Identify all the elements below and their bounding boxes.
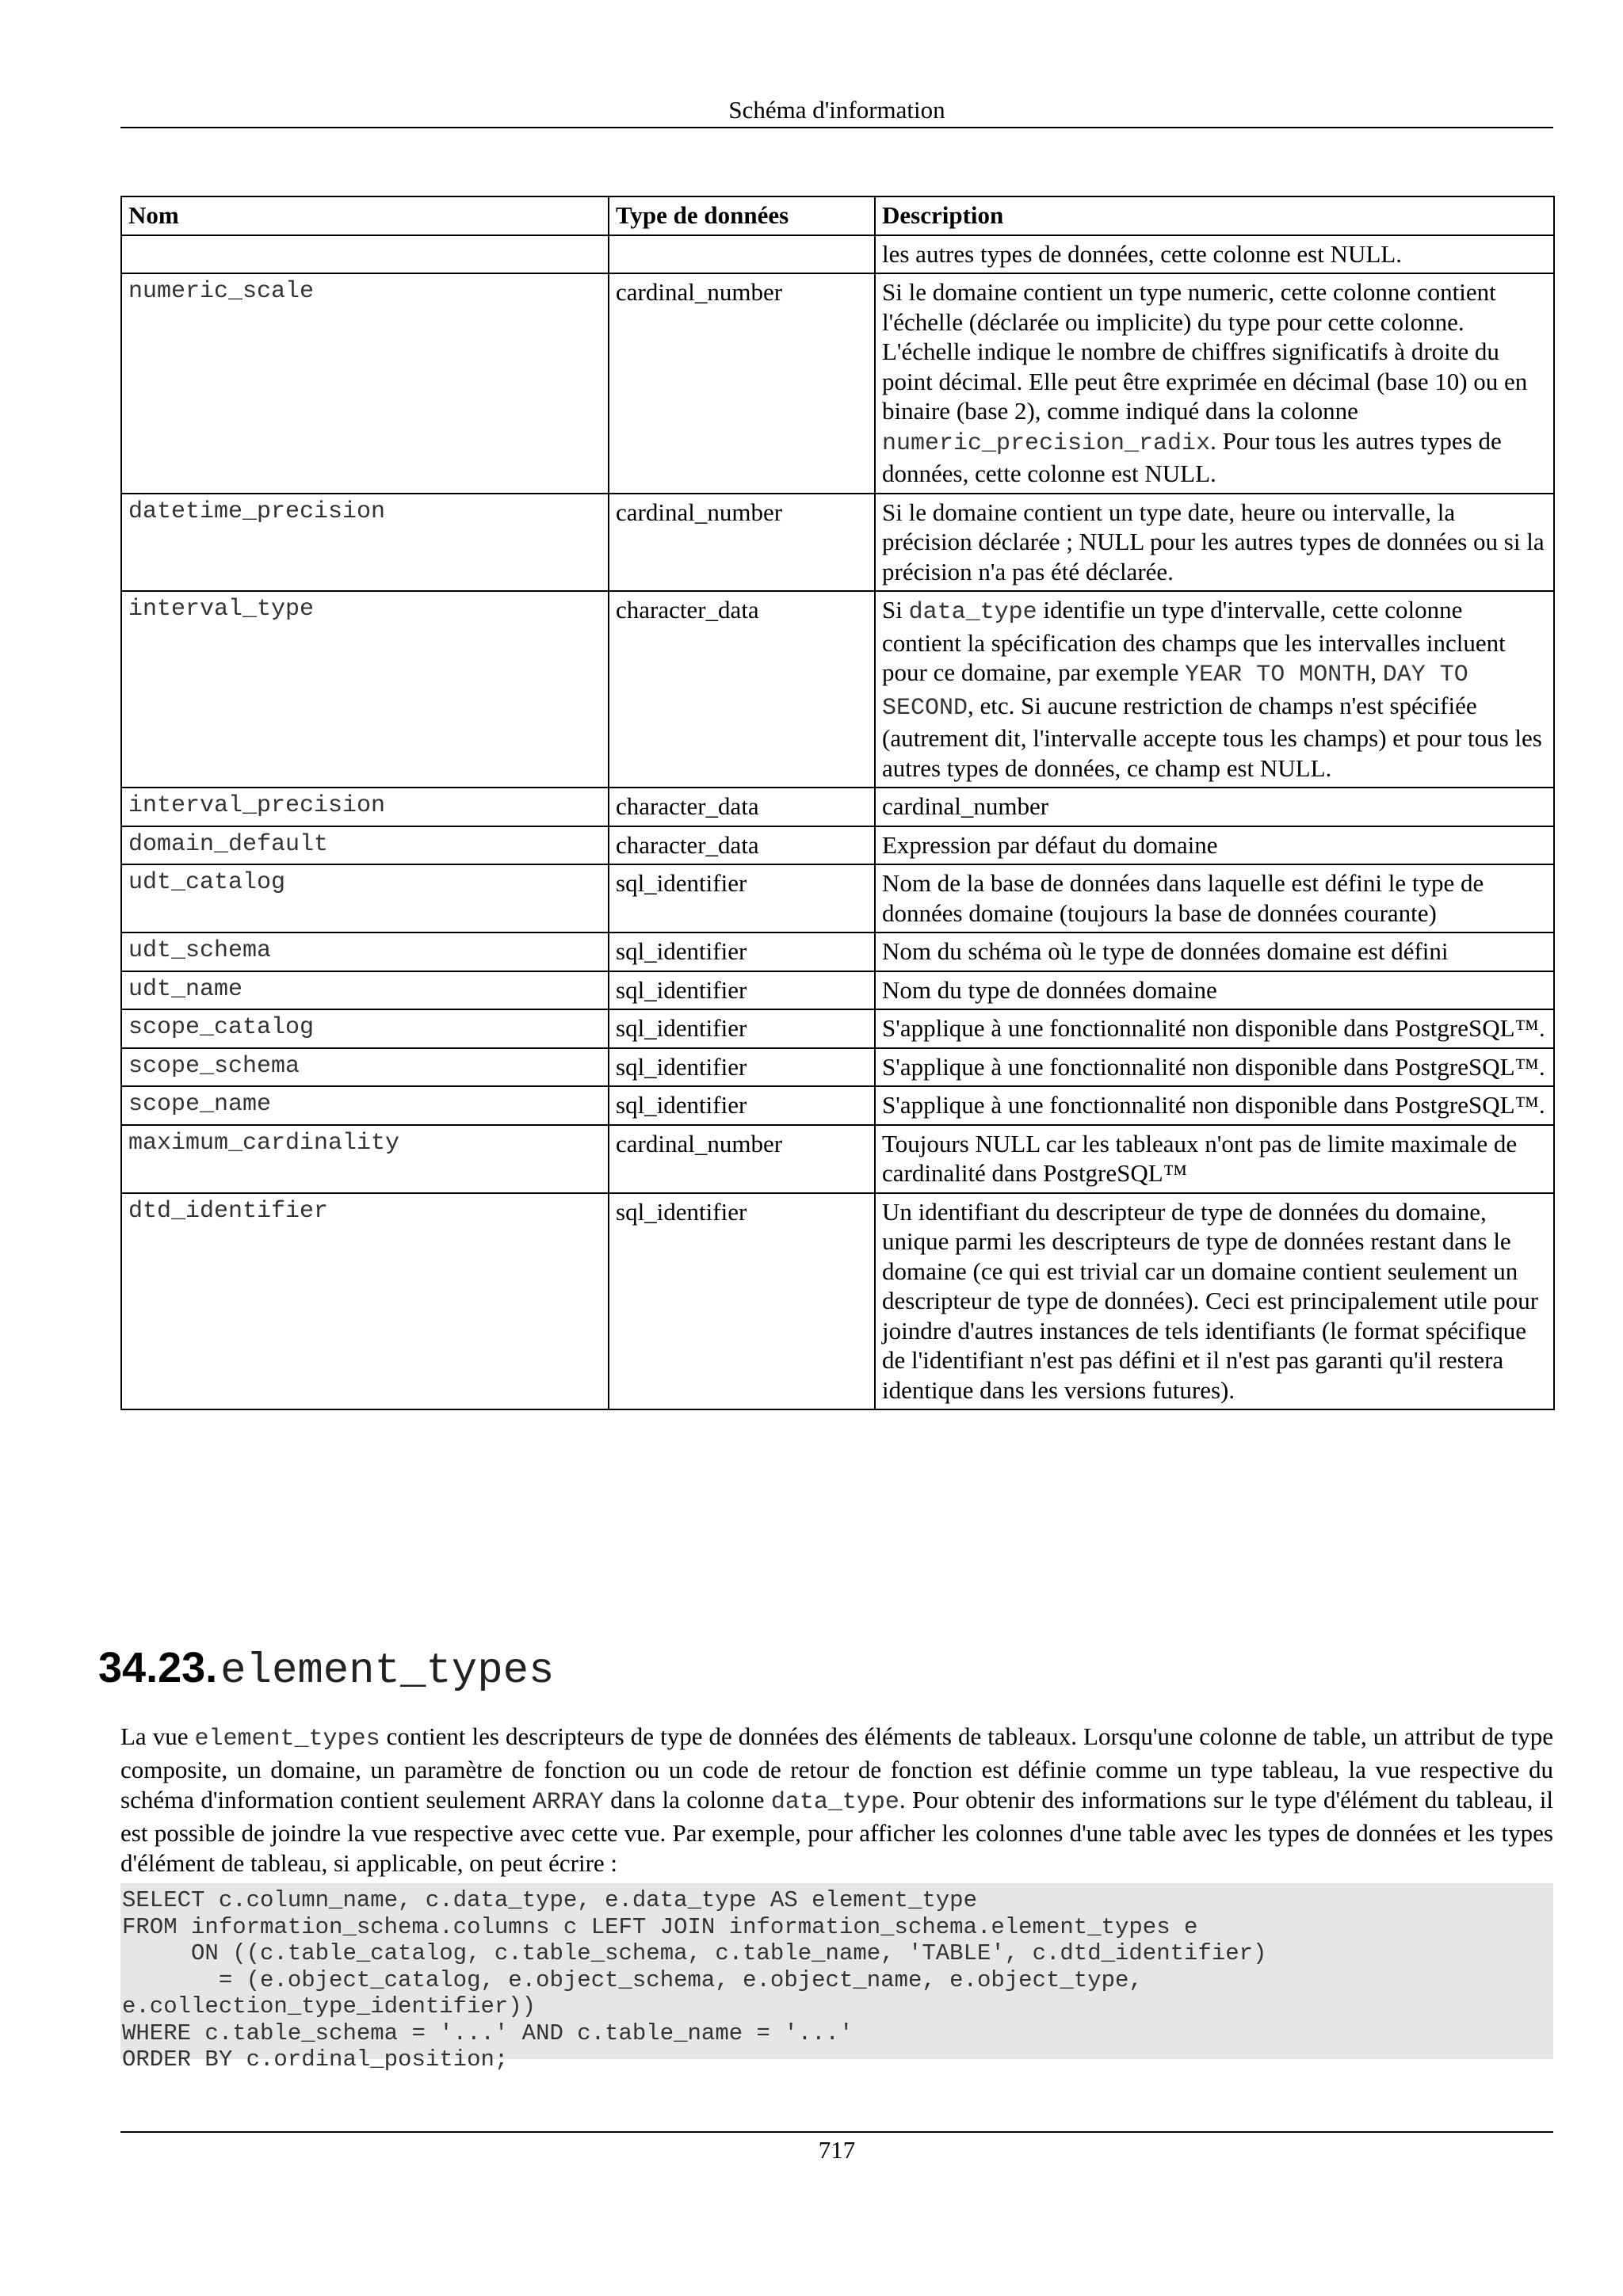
data-type-cell: cardinal_number	[609, 1125, 875, 1193]
text-run: Expression par défaut du domaine	[882, 830, 1218, 859]
column-name-cell: udt_name	[121, 971, 609, 1010]
text-run: S'applique à une fonctionnalité non disponible dans PostgreSQL™.	[882, 1052, 1545, 1081]
column-name-cell: udt_schema	[121, 933, 609, 971]
section-number: 34.23.	[98, 1644, 218, 1691]
inline-code: element_types	[194, 1726, 380, 1753]
text-run: S'applique à une fonctionnalité non disponible dans PostgreSQL™.	[882, 1014, 1545, 1042]
column-name-cell: udt_catalog	[121, 864, 609, 933]
table-row	[121, 1193, 1554, 1410]
column-name-cell: scope_name	[121, 1086, 609, 1125]
footer-rule	[120, 2131, 1553, 2133]
column-name-cell: domain_default	[121, 826, 609, 865]
text-run: S'applique à une fonctionnalité non disponible dans PostgreSQL™.	[882, 1091, 1545, 1119]
text-run: Nom du schéma où le type de données domaine est défini	[882, 937, 1449, 965]
text-run: cardinal_number	[882, 792, 1049, 820]
data-type-cell: sql_identifier	[609, 971, 875, 1010]
data-type-cell: sql_identifier	[609, 864, 875, 933]
column-name-cell: scope_schema	[121, 1048, 609, 1087]
text-run: identifie un type d'intervalle, cette colonne contient la spécification des champs que les intervalles incluent pour ce domaine, par exemple	[882, 596, 1506, 686]
inline-code: numeric_precision_radix	[882, 429, 1211, 457]
text-run: . Pour obtenir des informations sur le type d'élément du tableau, il est possible de joindre la vue respective avec cette vue. Par exemple, pour afficher les colonnes d'une table avec les types de données et les types d'élément de tableau, si applicable, on peut écrire :	[120, 1786, 1554, 1877]
column-name-cell: scope_catalog	[121, 1009, 609, 1048]
table-row	[121, 591, 1554, 788]
table-row	[121, 826, 1554, 865]
text-run: . Pour tous les autres types de données, cette colonne est NULL.	[882, 426, 1502, 487]
description-cell	[875, 864, 1554, 933]
section-title: element_types	[220, 1647, 555, 1695]
description-cell	[875, 788, 1554, 826]
description-cell	[875, 1193, 1554, 1410]
column-name-cell: interval_type	[121, 591, 609, 788]
description-cell	[875, 933, 1554, 971]
section-paragraph	[120, 1722, 1553, 1879]
table-row	[121, 1086, 1554, 1125]
running-header: Schéma d'information	[728, 96, 945, 124]
description-cell	[875, 591, 1554, 788]
text-run: Si	[882, 596, 909, 624]
inline-code: ARRAY	[532, 1789, 604, 1816]
description-cell	[875, 971, 1554, 1010]
table-row	[121, 1125, 1554, 1193]
header-rule	[120, 127, 1553, 128]
column-header-description: Description	[875, 196, 1554, 235]
description-cell	[875, 1086, 1554, 1125]
sql-code-block: SELECT c.column_name, c.data_type, e.data_type AS element_type FROM information_schema.columns c LEFT JOIN information_schema.element_types e ON ((c.table_catalog, c.table_schema, c.table_name, 'TABLE', c.dtd_identifier) = (e.object_catalog, e.object_schema, e.object_name, e.object_type, e.collection_type_identifier)) WHERE c.table_schema = '...' AND c.table_name = '...' ORDER BY c.ordinal_position;	[120, 1883, 1553, 2059]
description-cell	[875, 494, 1554, 592]
column-name-cell: dtd_identifier	[121, 1193, 609, 1410]
table-header-row	[121, 196, 1554, 235]
column-header-type: Type de données	[609, 196, 875, 235]
data-type-cell: cardinal_number	[609, 273, 875, 494]
data-type-cell: sql_identifier	[609, 1086, 875, 1125]
text-run: contient les descripteurs de type de données des éléments de tableaux. Lorsqu'une colonne de table, un attribut de type composite, un domaine, un paramètre de fonction ou un code de retour de fonction est définie comme un type tableau, la vue respective du schéma d'information contient seulement	[120, 1722, 1553, 1814]
description-cell	[875, 235, 1554, 274]
section-heading	[98, 1640, 554, 1695]
description-cell	[875, 1125, 1554, 1193]
data-type-cell: cardinal_number	[609, 494, 875, 592]
text-run: dans la colonne	[603, 1786, 771, 1814]
data-type-cell: character_data	[609, 591, 875, 788]
column-name-cell: datetime_precision	[121, 494, 609, 592]
table-row	[121, 933, 1554, 971]
table-body	[121, 235, 1554, 1410]
column-name-cell: interval_precision	[121, 788, 609, 826]
inline-code: DAY TO SECOND	[882, 662, 1468, 722]
text-run: Toujours NULL car les tableaux n'ont pas de limite maximale de cardinalité dans PostgreSQL™	[882, 1129, 1518, 1187]
text-run: Si le domaine contient un type numeric, cette colonne contient l'échelle (déclarée ou implicite) du type pour cette colonne. L'échelle indique le nombre de chiffres significatifs à droite du point décimal. Elle peut être exprimée en décimal (base 10) ou en binaire (base 2), comme indiqué dans la colonne	[882, 278, 1528, 425]
columns-table	[120, 196, 1555, 1410]
description-cell	[875, 826, 1554, 865]
table-row	[121, 1009, 1554, 1048]
table-row	[121, 494, 1554, 592]
description-cell	[875, 1009, 1554, 1048]
inline-code: data_type	[770, 1789, 899, 1816]
inline-code: YEAR TO MONTH	[1185, 662, 1371, 688]
text-run: , etc. Si aucune restriction de champs n'est spécifiée (autrement dit, l'intervalle accepte tous les champs) et pour tous les autres types de données, ce champ est NULL.	[882, 691, 1542, 782]
table-row	[121, 971, 1554, 1010]
table-row	[121, 273, 1554, 494]
data-type-cell: sql_identifier	[609, 933, 875, 971]
table-row	[121, 1048, 1554, 1087]
data-type-cell: sql_identifier	[609, 1193, 875, 1410]
column-name-cell	[121, 235, 609, 274]
page-number: 717	[818, 2136, 856, 2164]
data-type-cell: character_data	[609, 826, 875, 865]
text-run: La vue	[120, 1722, 195, 1750]
table-row	[121, 235, 1554, 274]
text-run: les autres types de données, cette colonne est NULL.	[882, 239, 1402, 268]
text-run: Nom du type de données domaine	[882, 975, 1217, 1004]
column-name-cell: numeric_scale	[121, 273, 609, 494]
text-run: Nom de la base de données dans laquelle est défini le type de données domaine (toujours la base de données courante)	[882, 869, 1484, 927]
text-run: ,	[1370, 658, 1383, 686]
text-run: Un identifiant du descripteur de type de données du domaine, unique parmi les descripteurs de type de données restant dans le domaine (ce qui est trivial car un domaine contient seulement un descripteur de type de données). Ceci est principalement utile pour joindre d'autres instances de tels identifiants (le format spécifique de l'identifiant n'est pas défini et il n'est pas garanti qu'il restera identique dans les versions futures).	[882, 1197, 1539, 1404]
data-type-cell	[609, 235, 875, 274]
description-cell	[875, 273, 1554, 494]
data-type-cell: sql_identifier	[609, 1048, 875, 1087]
inline-code: data_type	[908, 599, 1037, 626]
table-row	[121, 788, 1554, 826]
data-type-cell: sql_identifier	[609, 1009, 875, 1048]
description-cell	[875, 1048, 1554, 1087]
table-row	[121, 864, 1554, 933]
column-name-cell: maximum_cardinality	[121, 1125, 609, 1193]
data-type-cell: character_data	[609, 788, 875, 826]
column-header-name: Nom	[121, 196, 609, 235]
text-run: Si le domaine contient un type date, heure ou intervalle, la précision déclarée ; NULL pour les autres types de données ou si la précision n'a pas été déclarée.	[882, 498, 1545, 585]
